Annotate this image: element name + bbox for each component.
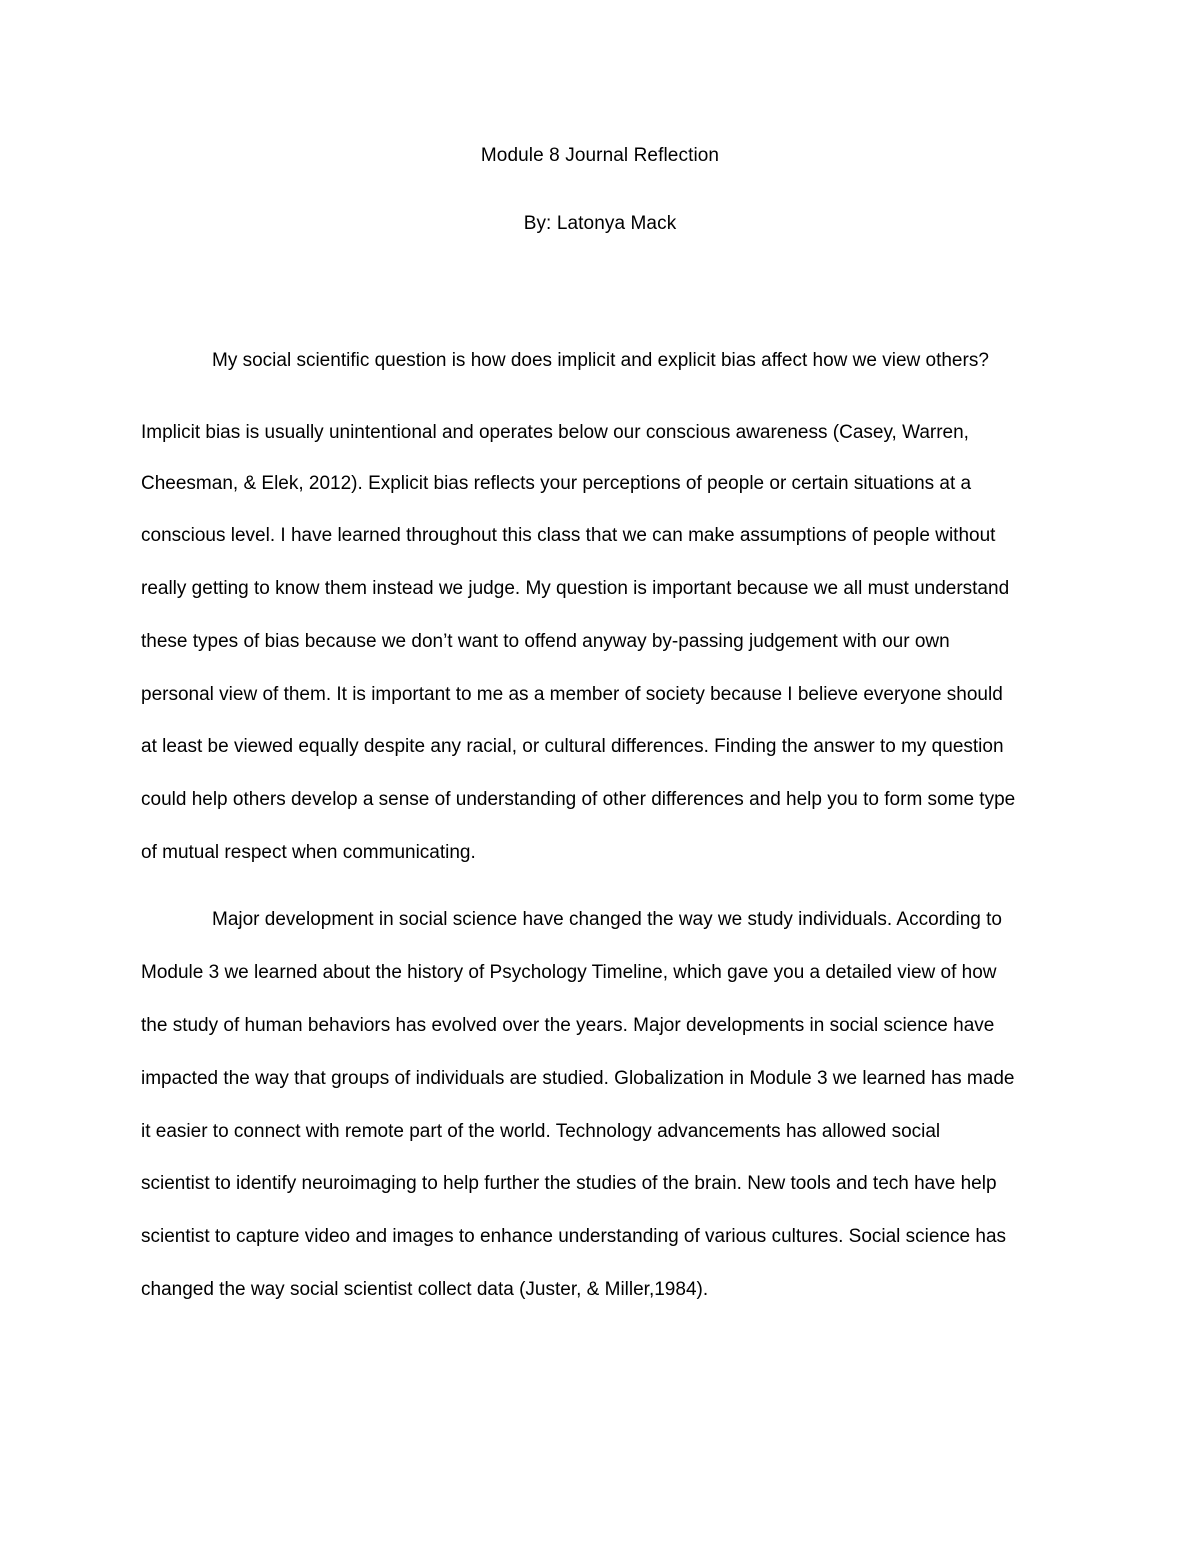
document-title: Module 8 Journal Reflection [480,145,720,166]
author-line: By: Latonya Mack [523,213,677,234]
paragraph-line: of mutual respect when communicating. [141,842,476,863]
paragraph-line: scientist to capture video and images to enhance understanding of various cultures. Social science has [141,1226,1007,1247]
paragraph-line: these types of bias because we don’t want to offend anyway by-passing judgement with our own [141,631,950,652]
paragraph-line: at least be viewed equally despite any racial, or cultural differences. Finding the answer to my question [141,736,1004,757]
paragraph-line: really getting to know them instead we judge. My question is important because we all must understand [141,578,1010,599]
paragraph-line: impacted the way that groups of individuals are studied. Globalization in Module 3 we learned has made [141,1068,1015,1089]
paragraph-line: the study of human behaviors has evolved over the years. Major developments in social science have [141,1015,995,1036]
paragraph-line: could help others develop a sense of understanding of other differences and help you to form some type [141,789,1016,810]
paragraph-line: conscious level. I have learned throughout this class that we can make assumptions of people without [141,525,996,546]
paragraph-line: Module 3 we learned about the history of Psychology Timeline, which gave you a detailed view of how [141,962,997,983]
paragraph-line: Major development in social science have changed the way we study individuals. According to [212,909,1003,930]
paragraph-line: personal view of them. It is important to me as a member of society because I believe everyone should [141,684,1003,705]
paragraph-line: changed the way social scientist collect data (Juster, & Miller,1984). [141,1279,709,1300]
paragraph-line: scientist to identify neuroimaging to help further the studies of the brain. New tools and tech have help [141,1173,997,1194]
paragraph-line: Implicit bias is usually unintentional and operates below our conscious awareness (Casey, Warren, [141,422,969,443]
paragraph-line: it easier to connect with remote part of the world. Technology advancements has allowed social [141,1121,941,1142]
paragraph-line: Cheesman, & Elek, 2012). Explicit bias reflects your perceptions of people or certain situations at a [141,473,972,494]
paragraph-line: My social scientific question is how does implicit and explicit bias affect how we view others? [212,350,989,371]
